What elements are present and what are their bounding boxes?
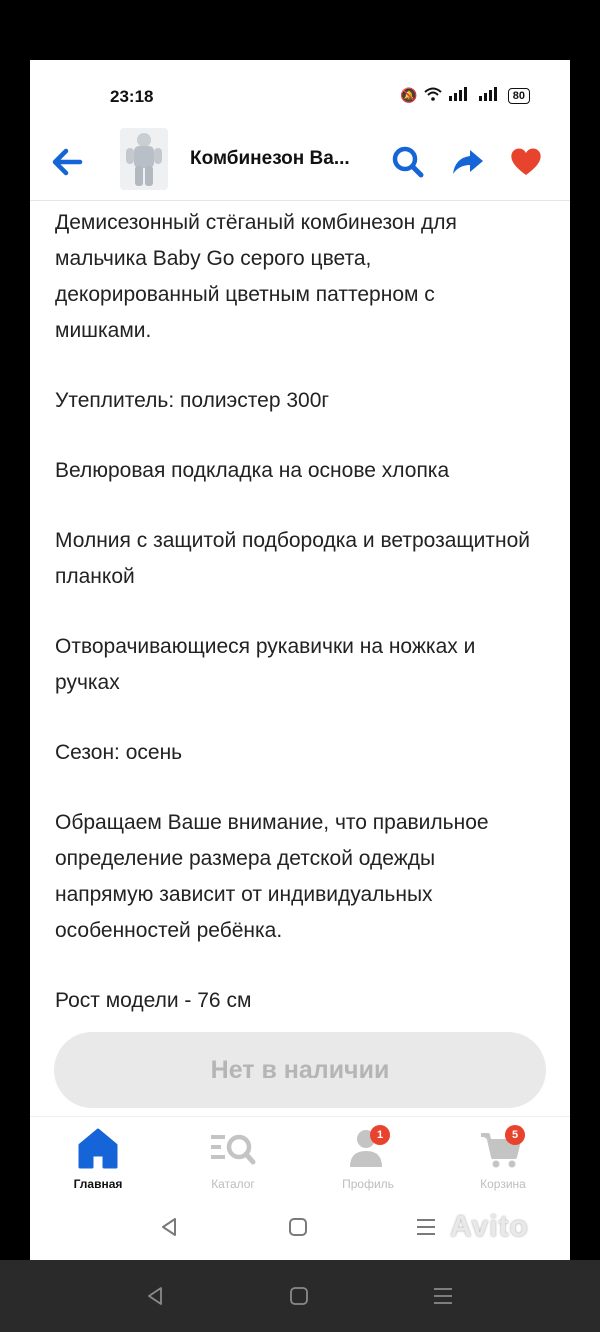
back-triangle-icon[interactable] bbox=[158, 1216, 180, 1238]
search-button[interactable] bbox=[390, 144, 426, 180]
nav-label-cart: Корзина bbox=[480, 1177, 526, 1191]
description-paragraph: Обращаем Ваше внимание, что правильное определение размера детской одежды напрямую зависит от индивидуальных особенностей ребёнка. bbox=[55, 811, 489, 942]
description-paragraph: Рост модели - 76 см bbox=[55, 989, 252, 1012]
nav-item-home[interactable] bbox=[43, 1125, 153, 1197]
product-thumbnail[interactable] bbox=[120, 128, 168, 190]
back-triangle-icon[interactable] bbox=[144, 1285, 166, 1307]
description-paragraph: Демисезонный стёганый комбинезон для мальчика Baby Go серого цвета, декорированный цветным паттерном с мишками. bbox=[55, 211, 457, 342]
description-paragraph: Велюровая подкладка на основе хлопка bbox=[55, 459, 450, 482]
heart-icon bbox=[508, 144, 544, 180]
back-button[interactable] bbox=[48, 144, 88, 180]
nav-label-home: Главная bbox=[73, 1177, 123, 1191]
status-icons bbox=[400, 87, 530, 104]
signal-icon bbox=[448, 87, 472, 104]
favorite-button[interactable] bbox=[508, 144, 544, 180]
cart-badge: 5 bbox=[505, 1125, 525, 1145]
nav-label-profile: Профиль bbox=[342, 1177, 394, 1191]
menu-lines-icon[interactable] bbox=[415, 1217, 437, 1237]
outer-system-navigation-bar bbox=[0, 1260, 600, 1332]
description-paragraph: Отворачивающиеся рукавички на ножках и ручках bbox=[55, 635, 476, 694]
system-navigation-bar bbox=[30, 1200, 570, 1256]
description-paragraph: Утеплитель: полиэстер 300г bbox=[55, 389, 330, 412]
home-square-icon[interactable] bbox=[289, 1286, 309, 1306]
out-of-stock-button[interactable]: Нет в наличии bbox=[54, 1032, 546, 1108]
profile-icon bbox=[344, 1125, 392, 1171]
top-app-bar bbox=[30, 124, 570, 201]
mute-icon: 🔕 bbox=[400, 87, 418, 103]
description-paragraph: Молния с защитой подбородка и ветрозащитной планкой bbox=[55, 529, 531, 588]
share-arrow-icon bbox=[450, 144, 486, 180]
status-bar bbox=[30, 60, 570, 124]
nav-label-catalog: Каталог bbox=[211, 1177, 255, 1191]
product-description bbox=[55, 205, 535, 1015]
jumpsuit-image-icon bbox=[120, 128, 168, 190]
page-title: Комбинезон Ва... bbox=[190, 148, 350, 169]
status-time: 23:18 bbox=[110, 87, 154, 106]
menu-lines-icon[interactable] bbox=[432, 1286, 454, 1306]
home-icon bbox=[74, 1125, 122, 1171]
cart-icon bbox=[479, 1125, 527, 1171]
nav-item-profile[interactable] bbox=[313, 1125, 423, 1197]
nav-item-catalog[interactable] bbox=[178, 1125, 288, 1197]
bottom-navigation bbox=[30, 1116, 570, 1197]
wifi-icon bbox=[424, 87, 442, 104]
description-paragraph: Сезон: осень bbox=[55, 741, 183, 764]
home-square-icon[interactable] bbox=[288, 1217, 308, 1237]
search-icon bbox=[390, 144, 426, 180]
app-screen bbox=[30, 60, 570, 1260]
profile-badge: 1 bbox=[370, 1125, 390, 1145]
nav-item-cart[interactable] bbox=[448, 1125, 558, 1197]
battery-icon: 80 bbox=[508, 88, 530, 104]
catalog-search-icon bbox=[209, 1125, 257, 1171]
arrow-left-icon bbox=[48, 144, 84, 180]
avito-watermark: Avito bbox=[450, 1210, 529, 1243]
share-button[interactable] bbox=[450, 144, 486, 180]
signal-icon-2 bbox=[478, 87, 502, 104]
